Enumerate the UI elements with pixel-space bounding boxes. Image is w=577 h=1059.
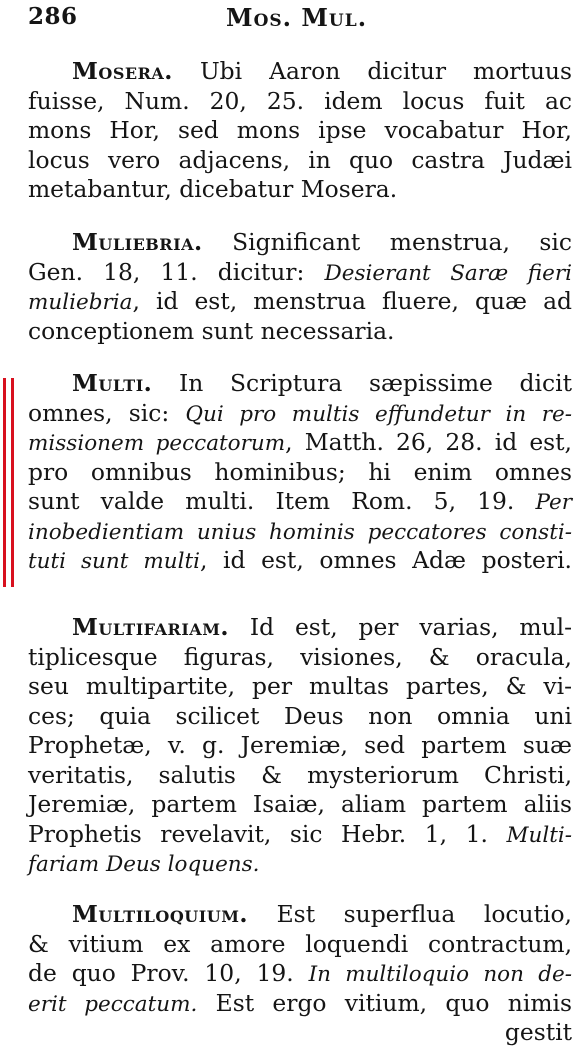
text-segment: de quo Prov. 10, 19. (28, 959, 309, 987)
text-line (28, 57, 572, 87)
text-line (28, 369, 572, 399)
text-segment: metabantur, dicebatur Mosera. (28, 175, 398, 203)
text-line (28, 287, 572, 317)
text-line (28, 672, 572, 702)
text-line (28, 989, 572, 1019)
entry-mosera (28, 57, 572, 205)
margin-highlight-mark (3, 378, 14, 587)
italic-text: fariam Deus loquens. (28, 852, 260, 877)
text-segment: Ubi Aaron dicitur mortuus (172, 57, 572, 85)
text-segment: , Matth. 26, 28. id est, (285, 428, 572, 456)
text-line (28, 399, 572, 429)
text-segment: In Scriptura sæpissime dicit (152, 369, 572, 397)
italic-text: muliebria (28, 290, 133, 315)
text-segment: gestit (504, 1018, 572, 1046)
text-line (28, 116, 572, 146)
text-line (28, 900, 572, 930)
text-line (28, 317, 572, 347)
entry-term: Multi. (72, 369, 153, 397)
italic-text: Desierant Saræ fieri (324, 260, 572, 286)
text-line (28, 790, 572, 820)
text-segment: mons Hor, sed mons ipse vocabatur Hor, (28, 116, 572, 144)
italic-text: Multi- (506, 822, 572, 848)
text-segment: conceptionem sunt necessaria. (28, 316, 395, 345)
text-segment: pro omnibus hominibus; hi enim omnes (28, 457, 572, 486)
running-head: Mos. Mul. (226, 3, 368, 32)
text-line (28, 458, 572, 488)
text-segment: Jeremiæ, partem Isaiæ, aliam partem aliis (28, 790, 572, 818)
text-line (28, 487, 572, 517)
italic-text: Per (535, 490, 572, 515)
page-header (0, 0, 577, 40)
text-segment: locus vero adjacens, in quo castra Judæi (28, 145, 572, 174)
text-line (28, 731, 572, 761)
text-line (28, 146, 572, 176)
text-line (28, 849, 572, 879)
text-line (28, 175, 572, 205)
text-line (28, 959, 572, 989)
entry-muliebria (28, 228, 572, 346)
text-line (28, 761, 572, 791)
text-line (28, 546, 572, 576)
text-segment: ces; quia scilicet Deus non omnia uni (28, 701, 572, 730)
text-segment: Prophetæ, v. g. Jeremiæ, sed partem suæ (28, 731, 572, 759)
entry-term: Mosera. (72, 57, 173, 85)
italic-text: tuti sunt multi (28, 549, 200, 574)
text-segment: tiplicesque figuras, visiones, & oracula, (28, 642, 572, 671)
italic-text: Qui pro multis effundetur in re- (185, 401, 572, 427)
entry-multi (28, 369, 572, 576)
text-segment: veritatis, salutis & mysteriorum Christi, (28, 760, 572, 789)
text-line (28, 228, 572, 258)
text-segment: Significant menstrua, sic (202, 228, 572, 256)
text-segment: sunt valde multi. Item Rom. 5, 19. (28, 487, 536, 515)
text-segment: & vitium ex amore loquendi contractum, (28, 929, 572, 958)
italic-text: erit peccatum. (28, 991, 198, 1017)
text-segment: Gen. 18, 11. dicitur: (28, 257, 325, 286)
text-line (28, 820, 572, 850)
text-line (28, 428, 572, 458)
text-segment: Est ergo vitium, quo nimis (197, 988, 572, 1017)
text-segment: , id est, menstrua fluere, quæ ad (132, 287, 572, 315)
page-number: 286 (28, 3, 78, 30)
text-segment: Prophetis revelavit, sic Hebr. 1, 1. (28, 819, 507, 848)
italic-text: In multiloquio non de- (308, 962, 572, 987)
text-line (28, 517, 572, 547)
entry-term: Multifariam. (72, 613, 230, 641)
text-line (28, 613, 572, 643)
entry-term: Multiloquium. (72, 900, 249, 928)
entry-term: Muliebria. (72, 228, 203, 256)
text-line (28, 1018, 572, 1048)
text-segment: seu multipartite, per multas partes, & vi- (28, 672, 572, 700)
text-segment: Id est, per varias, mul- (229, 613, 572, 641)
text-line (28, 258, 572, 288)
entry-multifariam (28, 613, 572, 879)
text-line (28, 643, 572, 673)
text-line (28, 930, 572, 960)
text-segment: Est superflua locutio, (248, 900, 572, 928)
text-line (28, 702, 572, 732)
text-segment: omnes, sic: (28, 398, 186, 427)
italic-text: missionem peccatorum (28, 431, 286, 456)
entry-multiloquium (28, 900, 572, 1048)
text-segment: fuisse, Num. 20, 25. idem locus fuit ac (28, 86, 572, 115)
italic-text: inobedientiam unius hominis peccatores consti- (28, 519, 572, 545)
text-line (28, 87, 572, 117)
text-segment: , id est, omnes Adæ posteri. (200, 546, 572, 574)
